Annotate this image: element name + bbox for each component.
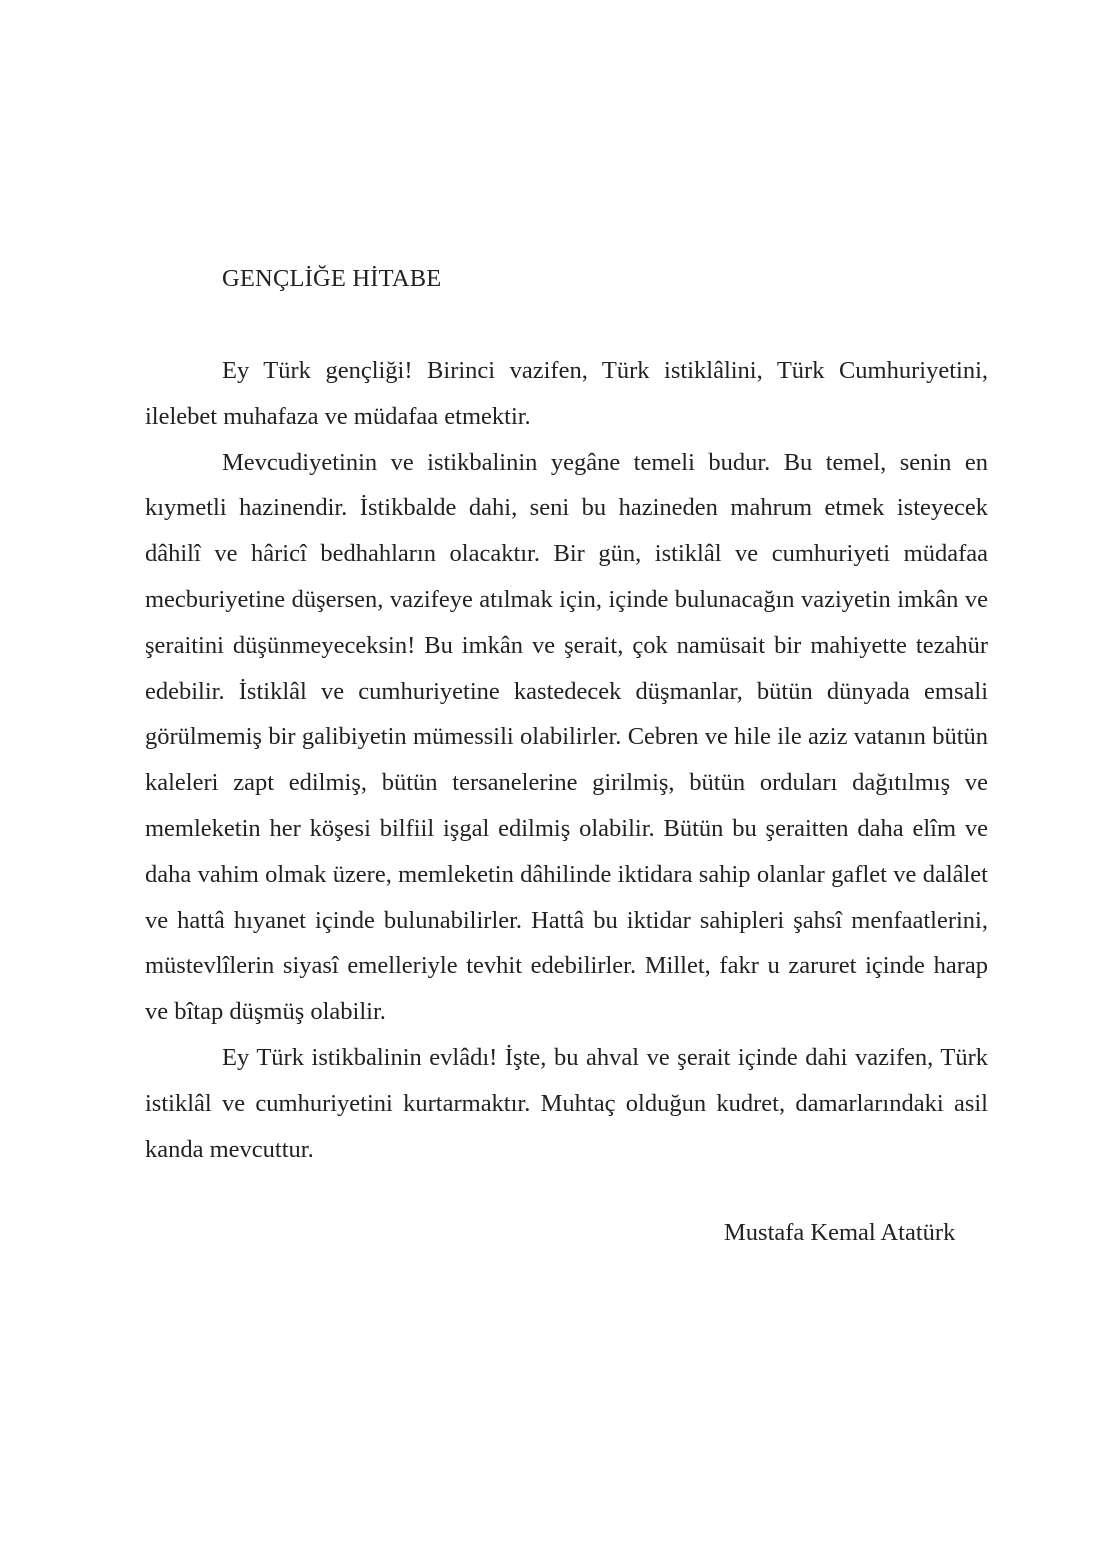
document-title: GENÇLİĞE HİTABE — [222, 265, 442, 292]
author-signature: Mustafa Kemal Atatürk — [724, 1219, 956, 1246]
paragraph-2: Mevcudiyetinin ve istikbalinin yegâne temeli budur. Bu temel, senin en kıymetli hazinendir. İstikbalde dahi, seni bu hazineden mahrum etmek isteyecek dâhilî ve hâricî bedhahların olacaktır. Bir gün, istiklâl ve cumhuriyeti müdafaa mecburiyetine düşersen, vazifeye atılmak için, içinde bulunacağın vaziyetin imkân ve şeraitini düşünmeyeceksin! Bu imkân ve şerait, çok namüsait bir mahiyette tezahür edebilir. İstiklâl ve cumhuriyetine kastedecek düşmanlar, bütün dünyada emsali görülmemiş bir galibiyetin mümessili olabilirler. Cebren ve hile ile aziz vatanın bütün kaleleri zapt edilmiş, bütün tersanelerine girilmiş, bütün orduları dağıtılmış ve memleketin her köşesi bilfiil işgal edilmiş olabilir. Bütün bu şeraitten daha elîm ve daha vahim olmak üzere, memleketin dâhilinde iktidara sahip olanlar gaflet ve dalâlet ve hattâ hıyanet içinde bulunabilirler. Hattâ bu iktidar sahipleri şahsî menfaatlerini, müstevlîlerin siyasî emelleriyle tevhit edebilirler. Millet, fakr u zaruret içinde harap ve bîtap düşmüş olabilir. — [145, 448, 988, 1026]
paragraph-3: Ey Türk istikbalinin evlâdı! İşte, bu ahval ve şerait içinde dahi vazifen, Türk istiklâl ve cumhuriyetini kurtarmaktır. Muhtaç olduğun kudret, damarlarındaki asil kanda mevcuttur. — [145, 1043, 988, 1163]
document-body — [145, 348, 988, 1172]
paragraph-1: Ey Türk gençliği! Birinci vazifen, Türk istiklâlini, Türk Cumhuriyetini, ilelebet muhafaza ve müdafaa etmektir. — [145, 357, 988, 430]
